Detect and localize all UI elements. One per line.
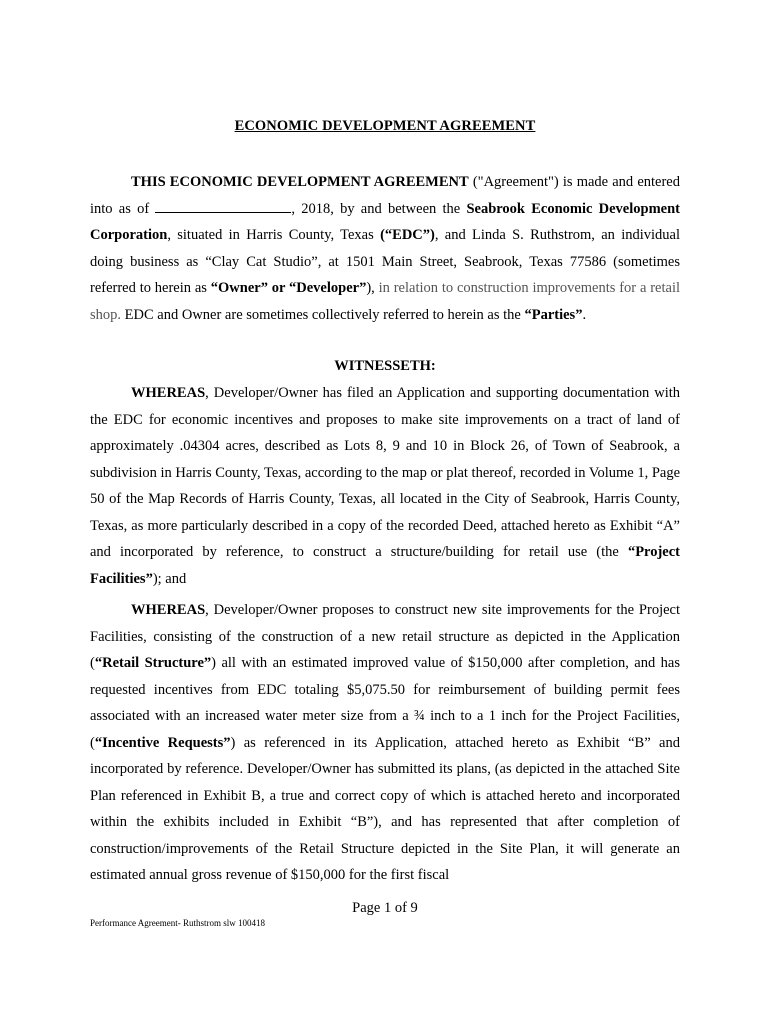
intro-text-1: ("Agreement") is made and entered into as of: [90, 174, 680, 217]
whereas1-text-1: , Developer/Owner has filed an Application and supporting documentation with the EDC for economic incentives and proposes to make site improvements on a tract of land of approximately .04304 acres, described as Lots 8, 9 and 10 in Block 26, of Town of Seabrook, a subdivision in Harris County, Texas, according to the map or plat thereof, recorded in Volume 1, Page 50 of the Map Records of Harris County, Texas, all located in the City of Seabrook, Harris County, Texas, as more particularly described in a copy of the recorded Deed, attached hereto as Exhibit “A” and incorporated by reference, to construct a structure/building for retail use (the: [90, 385, 681, 560]
retail-structure-term: “Retail Structure”: [94, 655, 212, 671]
whereas-paragraph-2: [90, 597, 680, 889]
whereas1-text-2: ); and: [152, 570, 187, 587]
whereas-lead-1: WHEREAS: [131, 385, 206, 401]
whereas-paragraph-1: [90, 380, 680, 592]
edc-name: Seabrook Economic Development Corporation: [90, 200, 680, 243]
project-facilities-term: “Project Facilities”: [90, 544, 680, 587]
intro-text-4: , and Linda S. Ruthstrom, an individual doing business as “Clay Cat Studio”, at 1501 Main Street, Seabrook, Texas 77586 (sometimes referred to herein as: [90, 227, 680, 296]
intro-text-7: .: [582, 306, 587, 323]
intro-text-6: EDC and Owner are sometimes collectively referred to herein as the: [121, 306, 525, 323]
intro-paragraph: [90, 169, 680, 328]
whereas2-text-1: , Developer/Owner proposes to construct new site improvements for the Project Facilities, consisting of the construction of a new retail structure as depicted in the Application (: [90, 602, 680, 671]
whereas2-text-2: ) all with an estimated improved value of $150,000 after completion, and has requested incentives from EDC totaling $5,075.50 for reimbursement of building permit fees associated with an increased water meter size from a ¾ inch to a 1 inch for the Project Facilities, (: [90, 655, 680, 751]
whereas2-text-3: ) as referenced in its Application, attached hereto as Exhibit “B” and incorporated by reference. Developer/Owner has submitted its plans, (as depicted in the attached Site Plan referenced in Exhibit B, a true and correct copy of which is attached hereto and incorporated within the exhibits included in Exhibit “B”), and has represented that after completion of construction/improvements of the Retail Structure depicted in the Site Plan, it will generate an estimated annual gross revenue of $150,000 for the first fiscal: [90, 734, 680, 883]
agreement-lead: THIS ECONOMIC DEVELOPMENT AGREEMENT: [131, 174, 469, 190]
intro-text-5: ),: [366, 280, 379, 296]
date-blank-line: [155, 200, 291, 213]
intro-gray-text: in relation to construction improvements for a retail shop.: [90, 280, 680, 323]
edc-abbrev: (“EDC”): [380, 227, 435, 243]
whereas-lead-2: WHEREAS: [131, 602, 206, 618]
intro-text-2: , 2018, by and between the: [291, 200, 467, 217]
intro-text-3: , situated in Harris County, Texas: [167, 227, 381, 243]
document-title: ECONOMIC DEVELOPMENT AGREEMENT: [234, 118, 536, 134]
page-number: Page 1 of 9: [352, 900, 418, 916]
parties-term: “Parties”: [524, 306, 583, 323]
incentive-requests-term: “Incentive Requests”: [94, 734, 231, 751]
owner-term: “Owner” or “Developer”: [210, 280, 367, 296]
witnesseth-heading: WITNESSETH:: [334, 358, 436, 374]
document-footer: Performance Agreement- Ruthstrom slw 100418: [90, 918, 265, 928]
